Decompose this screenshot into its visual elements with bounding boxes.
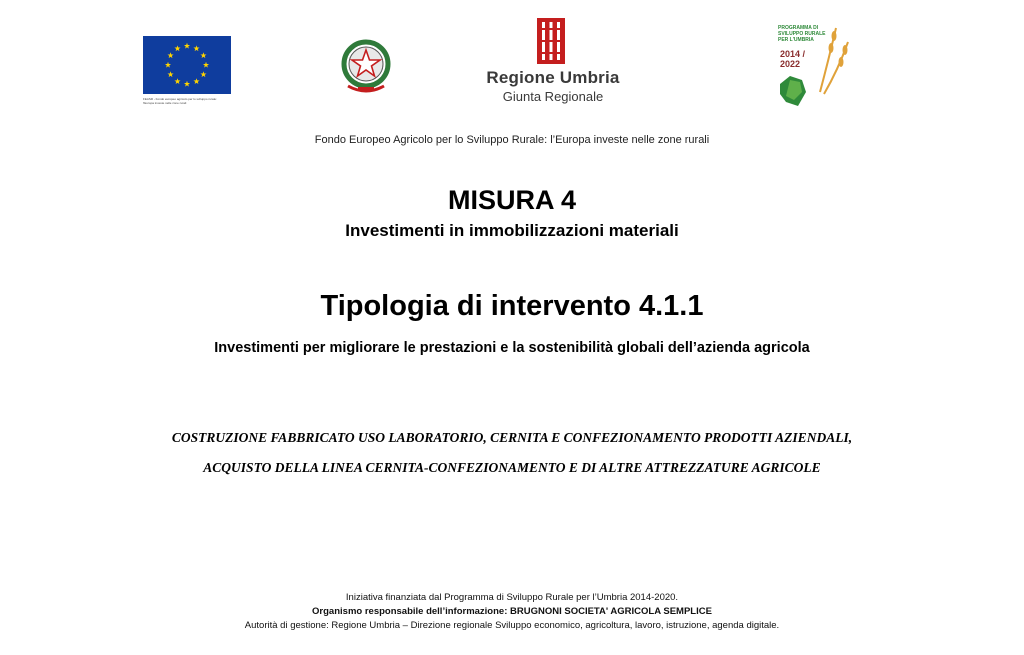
eu-caption-line-2: l'Europa investe nelle zone rurali (143, 101, 187, 105)
psr-line-2: SVILUPPO RURALE (778, 31, 826, 37)
eu-caption (143, 97, 231, 105)
italian-republic-emblem-icon (338, 36, 394, 98)
psr-line-1: PROGRAMMA DI (778, 25, 819, 31)
psr-years-1: 2014 / (780, 49, 806, 59)
misura-subtitle: Investimenti in immobilizzazioni materiali (345, 221, 679, 240)
project-line-2: ACQUISTO DELLA LINEA CERNITA-CONFEZIONAMENTO E DI ALTRE ATTREZZATURE AGRICOLE (203, 460, 821, 475)
regione-umbria-name: Regione Umbria (486, 68, 620, 87)
psr-line-3: PER L'UMBRIA (778, 37, 814, 43)
psr-years-2: 2022 (780, 59, 801, 69)
eu-logo (143, 36, 233, 110)
psr-logo (776, 22, 856, 110)
footer-authority: Autorità di gestione: Regione Umbria – Direzione regionale Sviluppo economico, agricoltura, lavoro, istruzione, agenda digitale. (244, 620, 780, 631)
eu-caption-line-1: FEASR - Fondo europeo agricolo per lo sviluppo rurale: (143, 97, 217, 101)
regione-umbria-ceri-icon (537, 18, 565, 64)
tipologia-subtitle: Investimenti per migliorare le prestazioni e la sostenibilità globali dell’azienda agricola (214, 340, 810, 356)
eu-flag-icon (143, 36, 231, 94)
fondo-tagline: Fondo Europeo Agricolo per lo Sviluppo Rurale: l’Europa investe nelle zone rurali (314, 134, 710, 146)
footer-financing: Iniziativa finanziata dal Programma di Sviluppo Rurale per l’Umbria 2014-2020. (345, 592, 679, 603)
misura-title: MISURA 4 (447, 185, 576, 215)
tipologia-title: Tipologia di intervento 4.1.1 (320, 290, 704, 322)
footer-responsible: Organismo responsabile dell’informazione: BRUGNONI SOCIETA' AGRICOLA SEMPLICE (312, 606, 712, 617)
psr-wheat-icon (776, 22, 856, 110)
eu-stars (143, 36, 231, 94)
regione-umbria-logo (478, 18, 628, 108)
project-line-1: COSTRUZIONE FABBRICATO USO LABORATORIO, CERNITA E CONFEZIONAMENTO PRODOTTI AZIENDALI, (171, 430, 853, 445)
regione-umbria-subtitle: Giunta Regionale (502, 89, 604, 104)
